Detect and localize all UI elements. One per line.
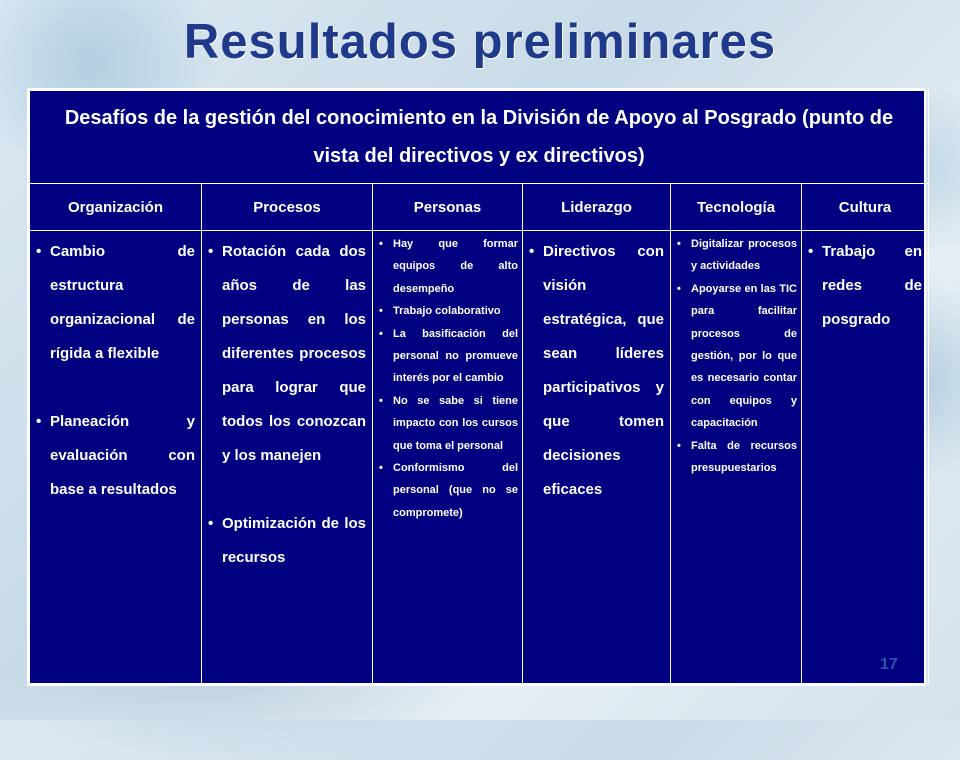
slide-title: Resultados preliminares	[183, 15, 777, 69]
column-header-personas: Personas	[373, 184, 523, 231]
column-header-procesos: Procesos	[202, 184, 373, 231]
list-item: • Trabajo en redes de posgrado	[806, 235, 922, 337]
list-item: • Digitalizar procesos y actividades	[675, 233, 797, 278]
cell-personas	[373, 231, 523, 684]
list-item: • Apoyarse en las TIC para facilitar procesos de gestión, por lo que es necesario contar con equipos y capacitación	[675, 278, 797, 435]
cell-liderazgo	[523, 231, 671, 684]
challenges-table	[27, 88, 926, 686]
slide-number: 17	[880, 656, 898, 673]
list-item: • Falta de recursos presupuestarios	[675, 435, 797, 480]
table-heading: Desafíos de la gestión del conocimiento en la División de Apoyo al Posgrado (punto de vista del directivos y ex directivos)	[30, 91, 929, 184]
column-header-cultura: Cultura	[802, 184, 929, 231]
list-item: • Directivos con visión estratégica, que sean líderes participativos y que tomen decisiones eficaces	[527, 235, 664, 507]
list-item: • Cambio de estructura organizacional de rígida a flexible	[34, 235, 195, 371]
cell-tecnologia	[671, 231, 802, 684]
column-header-tecnologia: Tecnología	[671, 184, 802, 231]
list-item: • La basificación del personal no promueve interés por el cambio	[377, 323, 518, 390]
list-item: • Optimización de los recursos	[206, 507, 366, 575]
list-item: • Hay que formar equipos de alto desempeño	[377, 233, 518, 300]
list-item: • Planeación y evaluación con base a resultados	[34, 405, 195, 507]
list-item: • No se sabe si tiene impacto con los cursos que toma el personal	[377, 390, 518, 457]
cell-organizacion	[30, 231, 202, 684]
column-header-liderazgo: Liderazgo	[523, 184, 671, 231]
list-item: • Rotación cada dos años de las personas en los diferentes procesos para lograr que todos los conozcan y los manejen	[206, 235, 366, 473]
cell-procesos	[202, 231, 373, 684]
column-header-organizacion: Organización	[30, 184, 202, 231]
list-item: • Trabajo colaborativo	[377, 300, 518, 322]
cell-cultura	[802, 231, 929, 684]
list-item: • Conformismo del personal (que no se compromete)	[377, 457, 518, 524]
